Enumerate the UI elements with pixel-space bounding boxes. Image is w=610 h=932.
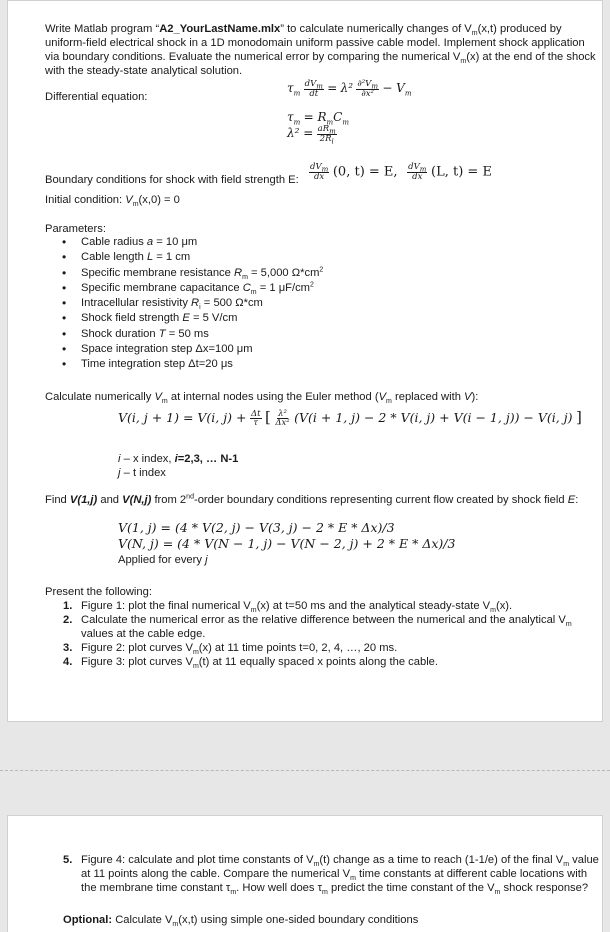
- intro-paragraph: Write Matlab program “A2_YourLastName.mlx” to calculate numerically changes of $V_m(x,t)$ produced by uniform-field electrical shock in a 1D monodomain uniform passive cable model. Implement shock application via boundary conditions. Evaluate the numerical error by comparing the numerical $V_m(x)$ at the end of the shock with the steady-state analytical solution.: [45, 23, 596, 77]
- find-bc-sentence: Find V(1,j) and V(N,j) from 2nd-order boundary conditions representing current flow created by shock field E:: [45, 493, 579, 506]
- document-page-1: [7, 0, 603, 722]
- parameter-item: • Shock field strength E = 5 V/cm: [45, 311, 585, 326]
- applied-note: Applied for every j: [118, 554, 208, 566]
- task-list: [45, 599, 601, 669]
- task-item: 1. Figure 1: plot the final numerical $V_m(x)$ at t=50 ms and the analytical steady-state $V_m(x)$.: [63, 600, 513, 615]
- diffeq-main-equation: $\tau_m$ $\frac{dV_m}{dt}$ = λ² $\frac{\partial^2V_m}{\text{∂x²}}$ − $V_m$: [287, 79, 412, 99]
- diffeq-label: Differential equation:: [45, 91, 148, 103]
- document-page-2: [7, 815, 603, 932]
- j-index-note: j – t index: [118, 467, 166, 479]
- parameters-heading: Parameters:: [45, 223, 106, 235]
- parameter-item: • Space integration step Δx=100 μm: [45, 342, 585, 357]
- present-heading: Present the following:: [45, 586, 152, 598]
- euler-intro: Calculate numerically $V_m$ at internal nodes using the Euler method ($V_m$ replaced with V):: [45, 391, 479, 406]
- parameter-item: • Shock duration T = 50 ms: [45, 327, 585, 342]
- optional-note: Optional: Calculate $V_m(x,t)$ using simple one-sided boundary conditions: [63, 914, 419, 929]
- parameter-item: • Specific membrane capacitance $C_m = 1$ $\mu F/cm^2$: [45, 281, 585, 296]
- filename: A2_YourLastName.mlx: [159, 23, 281, 35]
- parameters-list: [45, 235, 585, 373]
- bc-equation-2: V(N, j) = (4 * V(N − 1, j) − V(N − 2, j) + 2 * E * Δx)/3: [118, 536, 456, 551]
- boundary-label: Boundary conditions for shock with field strength E:: [45, 174, 299, 186]
- euler-equation: V(i, j + 1) = V(i, j) + $\frac{\Delta t}{\tau}$ [ $\frac{\text{λ²}}{\text{Δx²}}$ (V(i + 1, j) − 2 * V(i, j) + V(i − 1, j)) − V(i, j) ]: [118, 408, 582, 429]
- parameter-item: • Time integration step Δt=20 μs: [45, 357, 585, 372]
- parameter-item: • Cable length L = 1 cm: [45, 250, 585, 265]
- tau-equation: $\tau_m = R_mC_m$: [287, 110, 349, 127]
- task-item: 2. Calculate the numerical error as the relative difference between the numerical and the analytical $V_m$ values at the cable edge.: [63, 614, 572, 640]
- parameter-item: • Intracellular resistivity $R_i = 500$ Ω*cm: [45, 296, 585, 311]
- initial-condition: Initial condition: $V_m(x,0) = 0$: [45, 194, 180, 209]
- parameter-item: • Cable radius a = 10 μm: [45, 235, 585, 250]
- boundary-equation: $\frac{dV_m}{dx}$ (0, t) = E, $\frac{dV_m}{dx}$ (L, t) = E: [310, 162, 492, 182]
- page-separator: [0, 770, 610, 771]
- lambda-equation: λ² = $\frac{aR_m}{2R_i}$: [287, 124, 336, 146]
- bc-equation-1: V(1, j) = (4 * V(2, j) − V(3, j) − 2 * E * Δx)/3: [118, 520, 395, 535]
- task-item: 3. Figure 2: plot curves $V_m(x)$ at 11 time points t=0, 2, 4, …, 20 ms.: [63, 642, 398, 657]
- task-item: 4. Figure 3: plot curves $V_m(t)$ at 11 equally spaced x points along the cable.: [63, 656, 439, 671]
- parameter-item: • Specific membrane resistance $R_m = 5,000$ $\Omega*cm^2$: [45, 266, 585, 281]
- i-index-note: i – x index, i=2,3, … N-1: [118, 453, 239, 465]
- task-item-5: 5. Figure 4: calculate and plot time constants of $V_m(t)$ change as a time to reach (1-1/e) of the final $V_m$ value at 11 points along the cable. Compare the numerical $V_m$ time constants at different cable locations with the membrane time constant $\tau_m$. How well does $\tau_m$ predict the time constant of the $V_m$ shock response?: [63, 854, 599, 897]
